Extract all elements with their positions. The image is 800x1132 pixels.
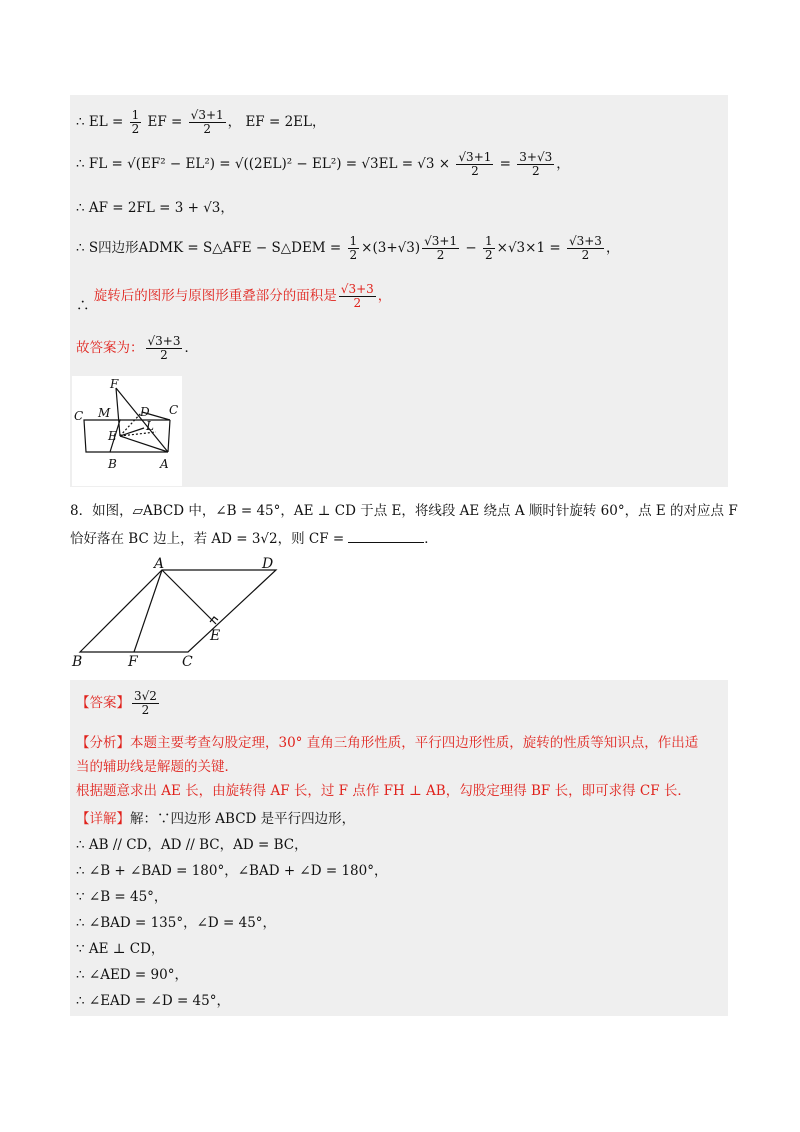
solution-block-previous xyxy=(70,95,728,487)
fraction: $\frac{1}{2}$ xyxy=(349,234,358,262)
answer-line xyxy=(76,690,161,717)
eq-line-6: 故答案为： $\frac{√3+3}{2}$ ． xyxy=(76,334,198,362)
step-6: ∴ ∠AED = 90°， xyxy=(76,967,188,983)
fraction: $\frac{1}{2}$ xyxy=(131,108,140,136)
label-M: M xyxy=(98,406,111,420)
step-7: ∴ ∠EAD = ∠D = 45°， xyxy=(76,993,230,1009)
label-L: L xyxy=(146,419,154,433)
answer-fraction: $\frac{3√2}{2}$ xyxy=(134,689,157,717)
label-C-right: C xyxy=(169,403,179,417)
label-C: C xyxy=(182,654,193,668)
fraction: $\frac{1}{2}$ xyxy=(485,234,493,262)
answer-label: 【答案】 xyxy=(76,695,130,711)
label-E: E xyxy=(108,429,117,443)
answer-blank xyxy=(348,542,424,543)
fraction: $\frac{√3+3}{2}$ xyxy=(340,282,374,310)
eq-line-3: ∴ AF = 2FL = 3 + √3， xyxy=(76,200,234,216)
analysis-label: 【分析】 xyxy=(76,735,130,751)
eq-line-4: ∴ S四边形ADMK = S△AFE − S△DEM = $\frac{1}{2}$ ×(3+√3) $\frac{√3+1}{2}$ − $\frac{1}{2}$ ×√3×1 = $\frac{√3+3}{2}$ ， xyxy=(76,234,620,262)
step-4: ∴ ∠BAD = 135°，∠D = 45°， xyxy=(76,915,277,931)
fraction: $\frac{√3+3}{2}$ xyxy=(568,234,602,262)
label-A: A xyxy=(154,556,165,572)
fraction: $\frac{√3+1}{2}$ xyxy=(424,234,458,262)
step-5: ∵ AE ⊥ CD， xyxy=(76,941,165,957)
label-B: B xyxy=(108,457,117,471)
analysis-line-3: 根据题意求出 AE 长，由旋转得 AF 长，过 F 点作 FH ⊥ AB，勾股定理得 BF 长，即可求得 CF 长． xyxy=(76,783,691,799)
eq-line-1: ∴ EL = $\frac{1}{2}$ EF = $\frac{√3+1}{2}$ ， EF = 2EL， xyxy=(76,108,326,136)
solution-block-q8 xyxy=(70,680,728,1016)
label-E: E xyxy=(210,628,221,644)
eq-line-5: ∴ 旋转后的图形与原图形重叠部分的面积是 $\frac{√3+3}{2}$ ， xyxy=(76,282,392,314)
figure-rotation xyxy=(72,376,182,486)
step-2: ∴ ∠B + ∠BAD = 180°，∠BAD + ∠D = 180°， xyxy=(76,863,388,879)
label-F: F xyxy=(128,654,138,668)
step-1: ∴ AB // CD，AD // BC，AD = BC， xyxy=(76,837,308,853)
label-D: D xyxy=(262,556,274,572)
detail-label: 【详解】 xyxy=(76,811,130,827)
label-F: F xyxy=(110,377,119,391)
fraction: $\frac{√3+1}{2}$ xyxy=(190,108,224,136)
fraction: $\frac{3+√3}{2}$ xyxy=(519,150,553,178)
question-line-1: 8．如图，▱ABCD 中，∠B = 45°，AE ⊥ CD 于点 E，将线段 AE 绕点 A 顺时针旋转 60°，点 E 的对应点 F xyxy=(70,503,738,519)
analysis-line-1: 【分析】本题主要考查勾股定理，30° 直角三角形性质，平行四边形性质，旋转的性质等知识点，作出适 xyxy=(76,735,699,751)
fraction: $\frac{√3+3}{2}$ xyxy=(147,334,181,362)
fraction: $\frac{√3+1}{2}$ xyxy=(458,150,492,178)
eq-line-2: ∴ FL = √(EF² − EL²) = √((2EL)² − EL²) = √3EL = √3 × $\frac{√3+1}{2}$ = $\frac{3+√3}{2}$ ， xyxy=(76,150,570,178)
label-A: A xyxy=(160,457,169,471)
analysis-line-2: 当的辅助线是解题的关键． xyxy=(76,759,238,775)
label-B: B xyxy=(72,654,83,668)
label-D: D xyxy=(140,405,150,419)
detail-line: 【详解】解：∵四边形 ABCD 是平行四边形， xyxy=(76,811,356,827)
question-line-2: 恰好落在 BC 边上，若 AD = 3√2，则 CF = ． xyxy=(70,531,438,547)
label-C-left: C xyxy=(74,409,84,423)
figure-parallelogram xyxy=(70,556,290,668)
step-3: ∵ ∠B = 45°， xyxy=(76,889,168,905)
